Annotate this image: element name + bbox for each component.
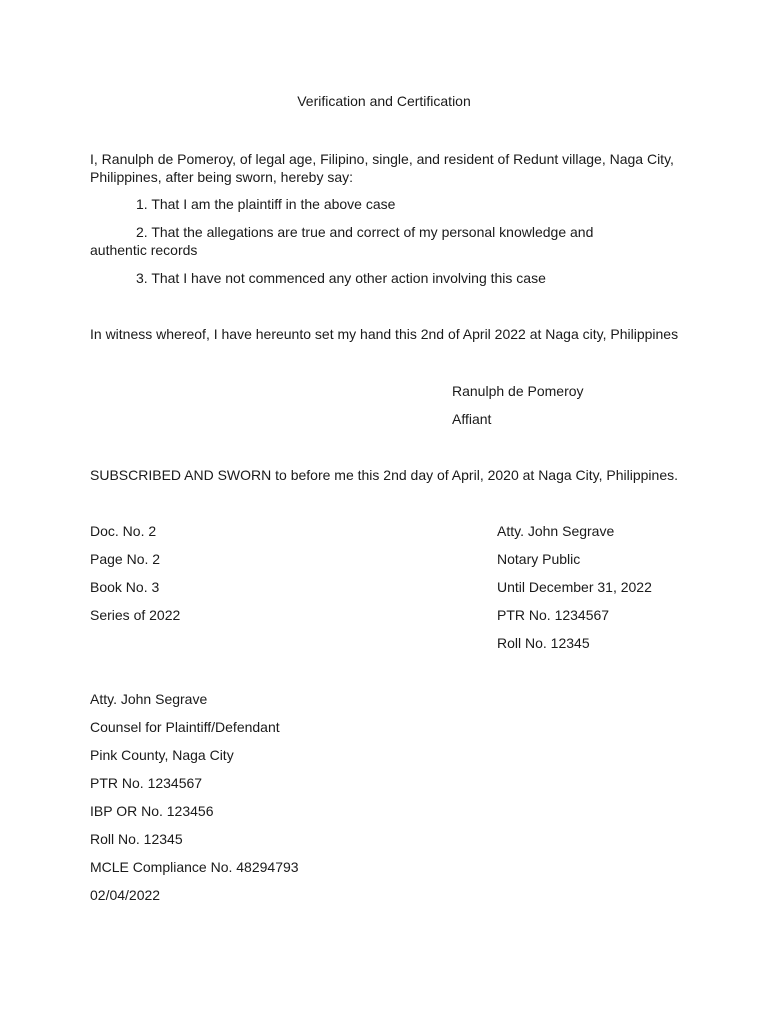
counsel-date: 02/04/2022 — [90, 887, 161, 903]
statement-item-2: 2. That the allegations are true and correct of my personal knowledge and authentic records — [90, 224, 594, 258]
series-year: Series of 2022 — [90, 607, 181, 623]
document-title: Verification and Certification — [297, 93, 471, 109]
counsel-roll-number: Roll No. 12345 — [90, 831, 183, 847]
affiant-label: Affiant — [452, 411, 492, 427]
counsel-ibp-number: IBP OR No. 123456 — [90, 803, 214, 819]
intro-paragraph: I, Ranulph de Pomeroy, of legal age, Filipino, single, and resident of Redunt village, Naga City, Philippines, after being sworn, hereby say: — [90, 151, 674, 185]
statement-item-3: 3. That I have not commenced any other action involving this case — [136, 270, 546, 286]
counsel-role: Counsel for Plaintiff/Defendant — [90, 719, 280, 735]
counsel-address: Pink County, Naga City — [90, 747, 234, 763]
notary-ptr-number: PTR No. 1234567 — [497, 607, 610, 623]
statement-item-1: 1. That I am the plaintiff in the above case — [136, 196, 396, 212]
jurat-statement: SUBSCRIBED AND SWORN to before me this 2nd day of April, 2020 at Naga City, Philippines. — [90, 467, 678, 483]
book-number: Book No. 3 — [90, 579, 160, 595]
counsel-mcle-number: MCLE Compliance No. 48294793 — [90, 859, 299, 875]
notary-commission-expiry: Until December 31, 2022 — [497, 579, 652, 595]
page-number: Page No. 2 — [90, 551, 161, 567]
witness-statement: In witness whereof, I have hereunto set my hand this 2nd of April 2022 at Naga city, Philippines — [90, 326, 679, 342]
notary-roll-number: Roll No. 12345 — [497, 635, 590, 651]
affiant-name: Ranulph de Pomeroy — [452, 383, 584, 399]
doc-number: Doc. No. 2 — [90, 523, 157, 539]
notary-title: Notary Public — [497, 551, 581, 567]
counsel-name: Atty. John Segrave — [90, 691, 208, 707]
notary-name: Atty. John Segrave — [497, 523, 615, 539]
counsel-ptr-number: PTR No. 1234567 — [90, 775, 203, 791]
